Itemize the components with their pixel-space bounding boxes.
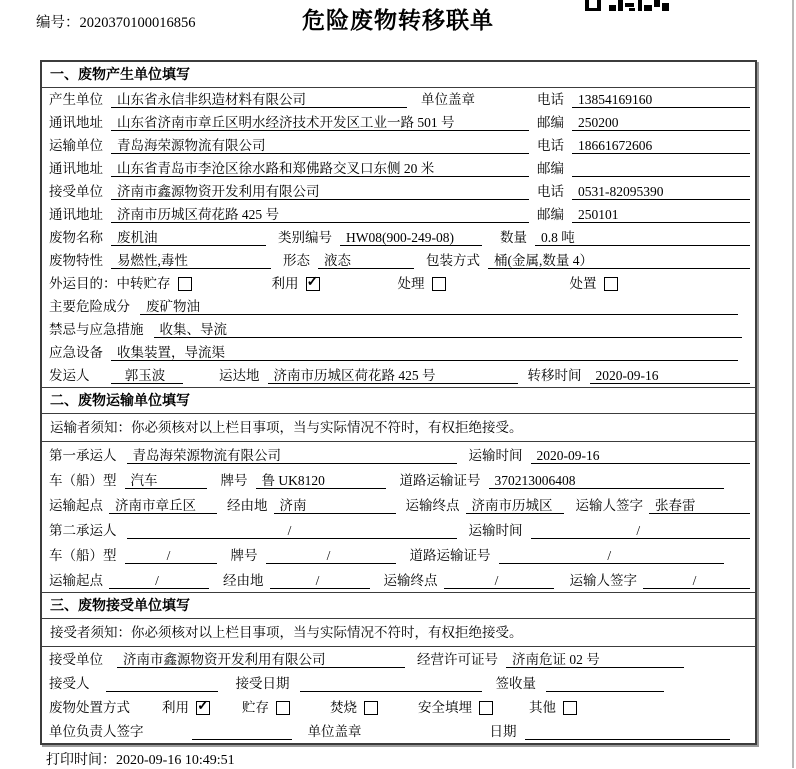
waste-code-value: HW08(900-249-08) — [340, 229, 482, 246]
waste-traits-label: 废物特性 — [49, 253, 103, 268]
permit-label: 经营许可证号 — [417, 652, 498, 667]
page-title: 危险废物转移联单 — [302, 7, 494, 33]
route-end-label: 运输终点 — [405, 498, 460, 513]
date-value — [525, 723, 731, 740]
option-label: 中转贮存 — [116, 276, 171, 291]
route-via-value-2: / — [270, 572, 370, 589]
disposal-method-label: 废物处置方式 — [49, 700, 130, 715]
row-transporter-address — [42, 157, 755, 180]
purpose-label: 外运目的： — [49, 276, 117, 291]
destination-value: 济南市历城区荷花路 425 号 — [268, 367, 518, 384]
row-transfer-purpose — [42, 272, 755, 295]
carrier-sign-label: 运输人签字 — [575, 498, 643, 513]
window-right-edge — [792, 0, 794, 768]
unit-seal-label: 单位盖章 — [421, 92, 475, 107]
vehicle-type-label: 车（船）型 — [49, 548, 117, 563]
producer-address-value: 山东省济南市章丘区明水经济技术开发区工业一路 501 号 — [111, 114, 529, 131]
row-waste-traits — [42, 249, 755, 272]
option-store — [242, 699, 290, 716]
transporter-zip-value — [572, 160, 750, 177]
section-receiver — [42, 592, 755, 743]
plate-label: 牌号 — [230, 548, 258, 563]
accepting-unit-value: 济南市鑫源物资开发利用有限公司 — [117, 651, 405, 668]
option-other — [529, 699, 577, 716]
option-label: 利用 — [271, 276, 299, 291]
row-producer — [42, 88, 755, 111]
option-treat — [398, 275, 446, 292]
checkbox-incinerate — [364, 701, 378, 715]
option-transfer-storage — [117, 275, 192, 292]
option-utilize — [272, 275, 320, 292]
print-time-value: 2020-09-16 10:49:51 — [116, 753, 235, 768]
dispatcher-value: 郭玉波 — [111, 367, 183, 384]
packing-label: 包装方式 — [426, 253, 480, 268]
road-license-label: 道路运输证号 — [409, 548, 491, 563]
row-waste-name — [42, 226, 755, 249]
second-carrier-label: 第二承运人 — [49, 523, 117, 538]
option-label: 利用 — [162, 700, 189, 715]
zip-label: 邮编 — [537, 161, 564, 176]
phone-label: 电话 — [537, 138, 564, 153]
route-via-value: 济南 — [274, 497, 396, 514]
producer-phone-value: 13854169160 — [572, 91, 750, 108]
transporter-label: 运输单位 — [49, 138, 103, 153]
option-incinerate — [330, 699, 378, 716]
row-producer-address — [42, 111, 755, 134]
checkbox-utilize — [306, 277, 320, 291]
receiver-zip-value: 250101 — [572, 206, 750, 223]
vehicle-type-label: 车（船）型 — [49, 473, 117, 488]
waste-qty-label: 数量 — [500, 230, 527, 245]
permit-value: 济南危证 02 号 — [506, 651, 684, 668]
vehicle-type-value: 汽车 — [125, 472, 207, 489]
date-label: 日期 — [489, 724, 517, 739]
option-label: 处置 — [569, 276, 597, 291]
row-vehicle-1 — [42, 467, 755, 492]
packing-value: 桶(金属,数量 4） — [488, 252, 750, 269]
road-license-value: 370213006408 — [489, 472, 725, 489]
acceptor-label: 接受人 — [49, 676, 90, 691]
accept-date-label: 接受日期 — [235, 676, 290, 691]
checkbox-landfill — [479, 701, 493, 715]
manifest-form — [40, 60, 757, 745]
row-emergency-equipment — [42, 341, 755, 364]
row-receiver-address — [42, 203, 755, 226]
road-license-value-2: / — [499, 547, 725, 564]
section-transporter — [42, 387, 755, 592]
row-signoff — [42, 719, 755, 743]
row-acceptor — [42, 671, 755, 695]
waste-code-label: 类别编号 — [278, 230, 332, 245]
transport-time-label: 运输时间 — [468, 448, 523, 463]
option-label: 处理 — [397, 276, 425, 291]
plate-value-2: / — [266, 547, 396, 564]
option-dispose — [570, 275, 618, 292]
carrier-sign-value: 张春雷 — [649, 497, 750, 514]
first-carrier-value: 青岛海荣源物流有限公司 — [127, 447, 457, 464]
transport-time-label: 运输时间 — [468, 523, 523, 538]
accepting-unit-label: 接受单位 — [49, 652, 103, 667]
transporter-phone-value: 18661672606 — [572, 137, 750, 154]
responsible-sign-label: 单位负责人签字 — [49, 724, 144, 739]
phone-label: 电话 — [537, 92, 564, 107]
receiver-address-value: 济南市历城区荷花路 425 号 — [111, 206, 529, 223]
carrier-sign-label: 运输人签字 — [569, 573, 637, 588]
hazard-label: 主要危险成分 — [49, 299, 130, 314]
serial-label: 编号： — [36, 15, 80, 31]
option-label: 其他 — [529, 700, 556, 715]
route-end-label: 运输终点 — [383, 573, 438, 588]
transport-time-value-2: / — [531, 522, 751, 539]
equipment-value: 收集装置，导流渠 — [111, 344, 738, 361]
section-2-header: 二、废物运输单位填写 — [42, 388, 755, 414]
carrier-sign-value-2: / — [643, 572, 750, 589]
checkbox-transfer-storage — [178, 277, 192, 291]
serial-value: 2020370100016856 — [79, 15, 196, 31]
producer-zip-value: 250200 — [572, 114, 750, 131]
row-second-carrier — [42, 517, 755, 542]
route-start-label: 运输起点 — [49, 573, 103, 588]
waste-traits-value: 易燃性,毒性 — [111, 252, 271, 269]
receiver-phone-value: 0531-82095390 — [572, 183, 750, 200]
emergency-value: 收集、导流 — [154, 321, 743, 338]
received-qty-value — [546, 675, 664, 692]
received-qty-label: 签收量 — [495, 676, 536, 691]
row-transporter — [42, 134, 755, 157]
row-emergency-measures — [42, 318, 755, 341]
equipment-label: 应急设备 — [49, 345, 103, 360]
route-end-value-2: / — [444, 572, 554, 589]
print-time-label: 打印时间： — [46, 753, 116, 768]
road-license-label: 道路运输证号 — [399, 473, 481, 488]
waste-name-value: 废机油 — [111, 229, 266, 246]
accept-date-value — [300, 675, 482, 692]
checkbox-utilize — [196, 701, 210, 715]
checkbox-store — [276, 701, 290, 715]
row-first-carrier — [42, 442, 755, 467]
qr-code-partial-icon — [585, 0, 669, 11]
zip-label: 邮编 — [537, 207, 564, 222]
address-label: 通讯地址 — [49, 115, 103, 130]
option-utilize — [162, 699, 210, 716]
option-label: 安全填埋 — [418, 700, 472, 715]
transporter-value: 青岛海荣源物流有限公司 — [111, 137, 529, 154]
route-start-value: 济南市章丘区 — [109, 497, 217, 514]
producer-label: 产生单位 — [49, 92, 103, 107]
row-disposal-method — [42, 695, 755, 719]
unit-seal-label: 单位盖章 — [307, 724, 362, 739]
section-3-header: 三、废物接受单位填写 — [42, 593, 755, 619]
address-label: 通讯地址 — [49, 161, 103, 176]
hazard-value: 废矿物油 — [140, 298, 738, 315]
route-end-value: 济南市历城区 — [466, 497, 564, 514]
producer-value: 山东省永信非织造材料有限公司 — [111, 91, 407, 108]
route-via-label: 经由地 — [223, 573, 264, 588]
transport-time-value: 2020-09-16 — [531, 447, 751, 464]
route-via-label: 经由地 — [227, 498, 268, 513]
destination-label: 运达地 — [219, 368, 260, 383]
row-dispatcher — [42, 364, 755, 387]
option-label: 贮存 — [242, 700, 269, 715]
section-producer — [42, 62, 755, 387]
row-vehicle-2 — [42, 542, 755, 567]
section-1-header: 一、废物产生单位填写 — [42, 62, 755, 88]
route-start-label: 运输起点 — [49, 498, 103, 513]
checkbox-dispose — [604, 277, 618, 291]
row-accepting-unit — [42, 647, 755, 671]
emergency-label: 禁忌与应急措施 — [49, 322, 144, 337]
row-route-2 — [42, 567, 755, 592]
row-receiver — [42, 180, 755, 203]
second-carrier-value: / — [127, 522, 457, 539]
first-carrier-label: 第一承运人 — [49, 448, 117, 463]
zip-label: 邮编 — [537, 115, 564, 130]
checkbox-treat — [432, 277, 446, 291]
address-label: 通讯地址 — [49, 207, 103, 222]
waste-form-value: 液态 — [318, 252, 414, 269]
waste-form-label: 形态 — [283, 253, 310, 268]
transporter-notice: 运输者须知：你必须核对以上栏目事项，当与实际情况不符时，有权拒绝接受。 — [42, 414, 755, 442]
print-time-line — [46, 749, 235, 769]
option-landfill — [418, 699, 493, 716]
responsible-sign-value — [192, 723, 292, 740]
plate-value: 鲁 UK8120 — [256, 472, 386, 489]
option-label: 焚烧 — [330, 700, 357, 715]
receiver-label: 接受单位 — [49, 184, 103, 199]
row-hazard-components — [42, 295, 755, 318]
row-route-1 — [42, 492, 755, 517]
waste-name-label: 废物名称 — [49, 230, 103, 245]
vehicle-type-value-2: / — [125, 547, 217, 564]
checkbox-other — [563, 701, 577, 715]
transfer-time-value: 2020-09-16 — [590, 367, 751, 384]
phone-label: 电话 — [537, 184, 564, 199]
route-start-value-2: / — [109, 572, 209, 589]
transporter-address-value: 山东省青岛市李沧区徐水路和郑佛路交叉口东侧 20 米 — [111, 160, 529, 177]
dispatcher-label: 发运人 — [49, 368, 90, 383]
waste-qty-value: 0.8 吨 — [535, 229, 750, 246]
receiver-value: 济南市鑫源物资开发利用有限公司 — [111, 183, 529, 200]
receiver-notice: 接受者须知：你必须核对以上栏目事项，当与实际情况不符时，有权拒绝接受。 — [42, 619, 755, 647]
acceptor-value — [106, 675, 218, 692]
plate-label: 牌号 — [220, 473, 248, 488]
transfer-time-label: 转移时间 — [527, 368, 582, 383]
